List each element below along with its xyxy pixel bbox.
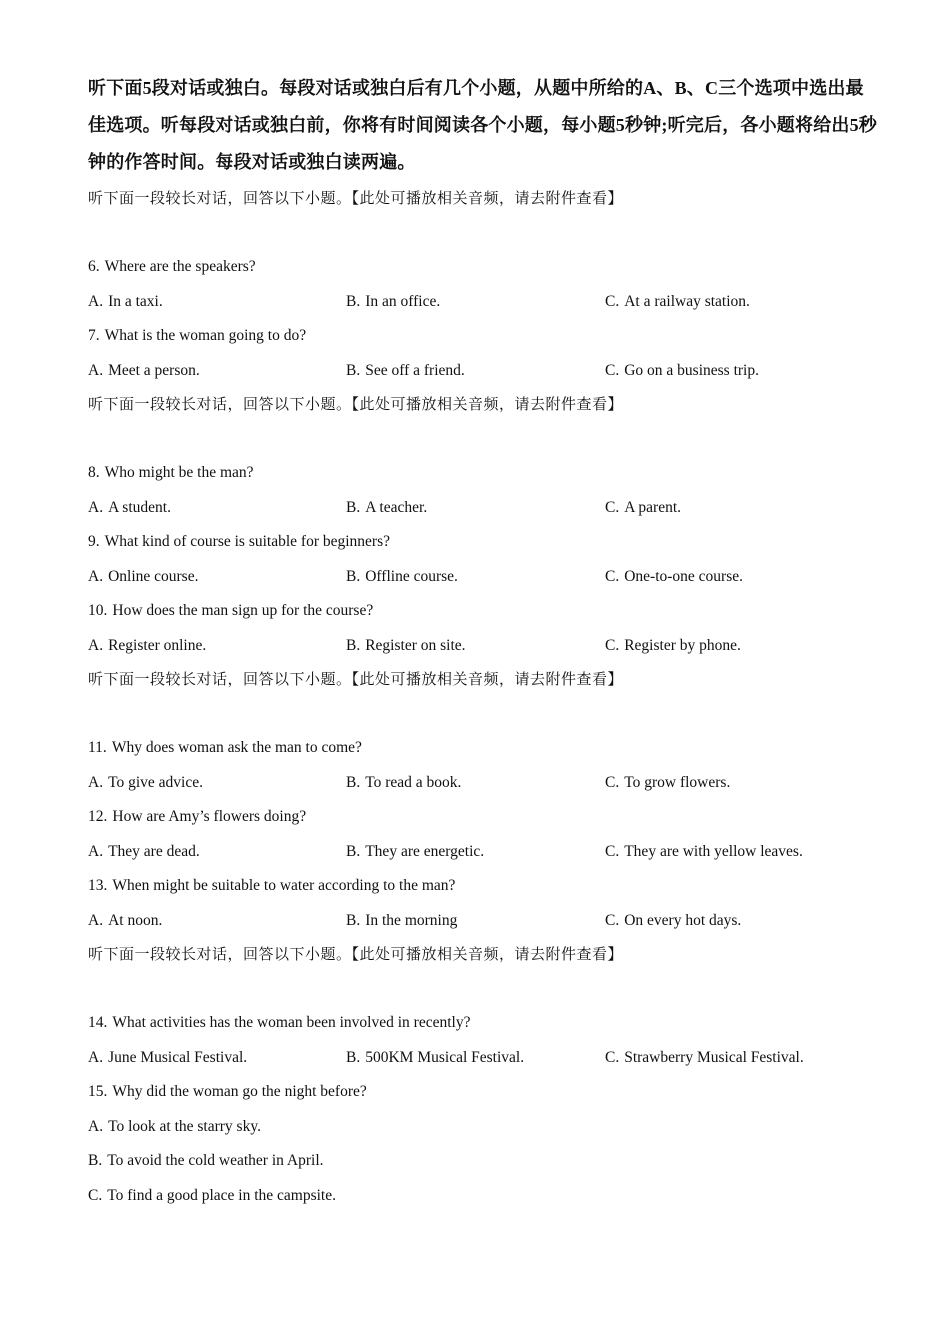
question-stem [88,463,878,498]
option-letter: C. [605,636,620,654]
section-gap [88,965,878,1013]
option-text: Strawberry Musical Festival. [624,1048,804,1066]
option-text: To look at the starry sky. [108,1117,261,1135]
question-text: When might be suitable to water according to the man? [112,877,456,894]
option-text: In an office. [365,292,441,310]
question-stem [88,807,878,842]
option-text: In a taxi. [108,292,163,310]
option-text: A teacher. [365,498,428,516]
question-number: 8. [88,464,100,481]
answer-option-b[interactable] [88,1152,324,1169]
options-row [88,292,878,327]
answer-option-c[interactable] [88,1187,336,1204]
option-row [88,1151,878,1186]
question-number: 14. [88,1014,108,1031]
option-letter: C. [605,567,620,585]
option-letter: C. [605,911,620,929]
answer-option-b[interactable] [346,567,458,587]
section-audio-note: 听下面一段较长对话，回答以下小题。【此处可播放相关音频，请去附件查看】 [88,947,624,963]
options-row [88,1048,878,1083]
option-text: In the morning [365,911,458,929]
exam-page [88,70,878,1220]
option-text: Go on a business trip. [624,361,759,379]
section-audio-note: 听下面一段较长对话，回答以下小题。【此处可播放相关音频，请去附件查看】 [88,672,624,688]
option-letter: A. [88,1048,104,1066]
option-letter: A. [88,567,104,585]
answer-option-c[interactable] [605,567,743,587]
answer-option-c[interactable] [605,1048,804,1068]
option-text: They are with yellow leaves. [624,842,803,860]
question-text: Where are the speakers? [104,258,256,275]
option-letter: A. [88,498,104,516]
option-letter: A. [88,636,104,654]
question-text: Why did the woman go the night before? [112,1083,367,1100]
answer-option-a[interactable] [88,1048,247,1068]
question-number: 12. [88,808,108,825]
question-text: How does the man sign up for the course? [112,602,374,619]
listening-section [88,189,878,395]
answer-option-c[interactable] [605,636,741,656]
question-stem [88,738,878,773]
option-text: They are energetic. [365,842,485,860]
question-stem [88,876,878,911]
option-text: A student. [108,498,171,516]
options-row [88,567,878,602]
option-text: They are dead. [108,842,200,860]
option-letter: B. [346,361,361,379]
question-number: 10. [88,602,108,619]
option-letter: B. [88,1152,103,1169]
option-text: Register online. [108,636,207,654]
listening-instructions: 听下面5段对话或独白。每段对话或独白后有几个小题，从题中所给的A、B、C三个选项中选出最佳选项。听每段对话或独白前，你将有时间阅读各个小题，每小题5秒钟;听完后，各小题将给出5秒钟的作答时间。每段对话或独白读两遍。 [88,78,877,172]
options-row [88,842,878,877]
question-number: 11. [88,739,107,756]
section-audio-note: 听下面一段较长对话，回答以下小题。【此处可播放相关音频，请去附件查看】 [88,397,624,413]
options-row [88,636,878,671]
answer-option-b[interactable] [346,911,457,931]
question-stem [88,601,878,636]
answer-option-a[interactable] [88,636,206,656]
option-letter: A. [88,292,104,310]
option-letter: B. [346,842,361,860]
question-text: What is the woman going to do? [104,327,307,344]
answer-option-a[interactable] [88,292,163,312]
option-letter: A. [88,911,104,929]
options-row [88,498,878,533]
question-text: Who might be the man? [104,464,254,481]
answer-option-b[interactable] [346,292,440,312]
option-letter: B. [346,636,361,654]
answer-option-a[interactable] [88,773,203,793]
option-letter: A. [88,773,104,791]
answer-option-a[interactable] [88,842,200,862]
option-letter: B. [346,567,361,585]
question-stem [88,1082,878,1117]
answer-option-a[interactable] [88,498,171,518]
question-stem [88,326,878,361]
question-stem [88,1013,878,1048]
answer-option-c[interactable] [605,773,730,793]
option-letter: C. [605,842,620,860]
options-row [88,911,878,946]
option-letter: A. [88,842,104,860]
listening-section [88,945,878,1220]
answer-option-b[interactable] [346,842,484,862]
question-number: 15. [88,1083,108,1100]
answer-option-c[interactable] [605,498,681,518]
option-text: On every hot days. [624,911,742,929]
question-number: 6. [88,258,100,275]
option-letter: C. [605,292,620,310]
option-text: June Musical Festival. [108,1048,248,1066]
option-text: At a railway station. [624,292,750,310]
option-text: Meet a person. [108,361,200,379]
listening-sections [88,189,878,1220]
option-text: To read a book. [365,773,462,791]
section-gap [88,415,878,463]
question-text: How are Amy’s flowers doing? [112,808,307,825]
option-text: To grow flowers. [624,773,731,791]
question-number: 7. [88,327,100,344]
option-text: Register by phone. [624,636,741,654]
answer-option-c[interactable] [605,911,741,931]
section-gap [88,690,878,738]
option-letter: B. [346,292,361,310]
option-letter: B. [346,911,361,929]
question-number: 13. [88,877,108,894]
option-letter: A. [88,1117,104,1135]
options-row [88,361,878,396]
listening-section [88,670,878,945]
question-stem [88,532,878,567]
answer-option-c[interactable] [605,361,759,381]
option-text: Offline course. [365,567,458,585]
option-text: Register on site. [365,636,466,654]
option-text: To avoid the cold weather in April. [107,1152,324,1169]
option-letter: C. [605,361,620,379]
option-row [88,1117,878,1152]
answer-option-c[interactable] [605,842,803,862]
answer-option-b[interactable] [346,636,466,656]
section-audio-note: 听下面一段较长对话，回答以下小题。【此处可播放相关音频，请去附件查看】 [88,191,624,207]
answer-option-a[interactable] [88,567,198,587]
question-stem [88,257,878,292]
option-row [88,1186,878,1221]
answer-option-b[interactable] [346,361,465,381]
option-text: See off a friend. [365,361,465,379]
option-text: To give advice. [108,773,203,791]
option-letter: B. [346,498,361,516]
option-letter: B. [346,1048,361,1066]
answer-option-b[interactable] [346,498,427,518]
option-letter: A. [88,361,104,379]
question-text: Why does woman ask the man to come? [111,739,362,756]
answer-option-a[interactable] [88,361,200,381]
option-letter: C. [88,1186,103,1204]
listening-section [88,395,878,670]
option-letter: C. [605,498,620,516]
option-text: To find a good place in the campsite. [107,1186,336,1204]
option-letter: C. [605,1048,620,1066]
option-letter: B. [346,773,361,791]
section-gap [88,209,878,257]
question-number: 9. [88,533,100,550]
answer-option-b[interactable] [346,773,461,793]
option-text: Online course. [108,567,199,585]
option-letter: C. [605,773,620,791]
option-text: 500KM Musical Festival. [365,1048,525,1066]
option-text: One-to-one course. [624,567,744,585]
question-text: What kind of course is suitable for beginners? [104,533,390,550]
question-text: What activities has the woman been involved in recently? [112,1014,471,1031]
answer-option-a[interactable] [88,911,162,931]
answer-option-a[interactable] [88,1118,261,1135]
answer-option-c[interactable] [605,292,750,312]
options-row [88,773,878,808]
option-text: A parent. [624,498,682,516]
option-text: At noon. [108,911,163,929]
answer-option-b[interactable] [346,1048,524,1068]
